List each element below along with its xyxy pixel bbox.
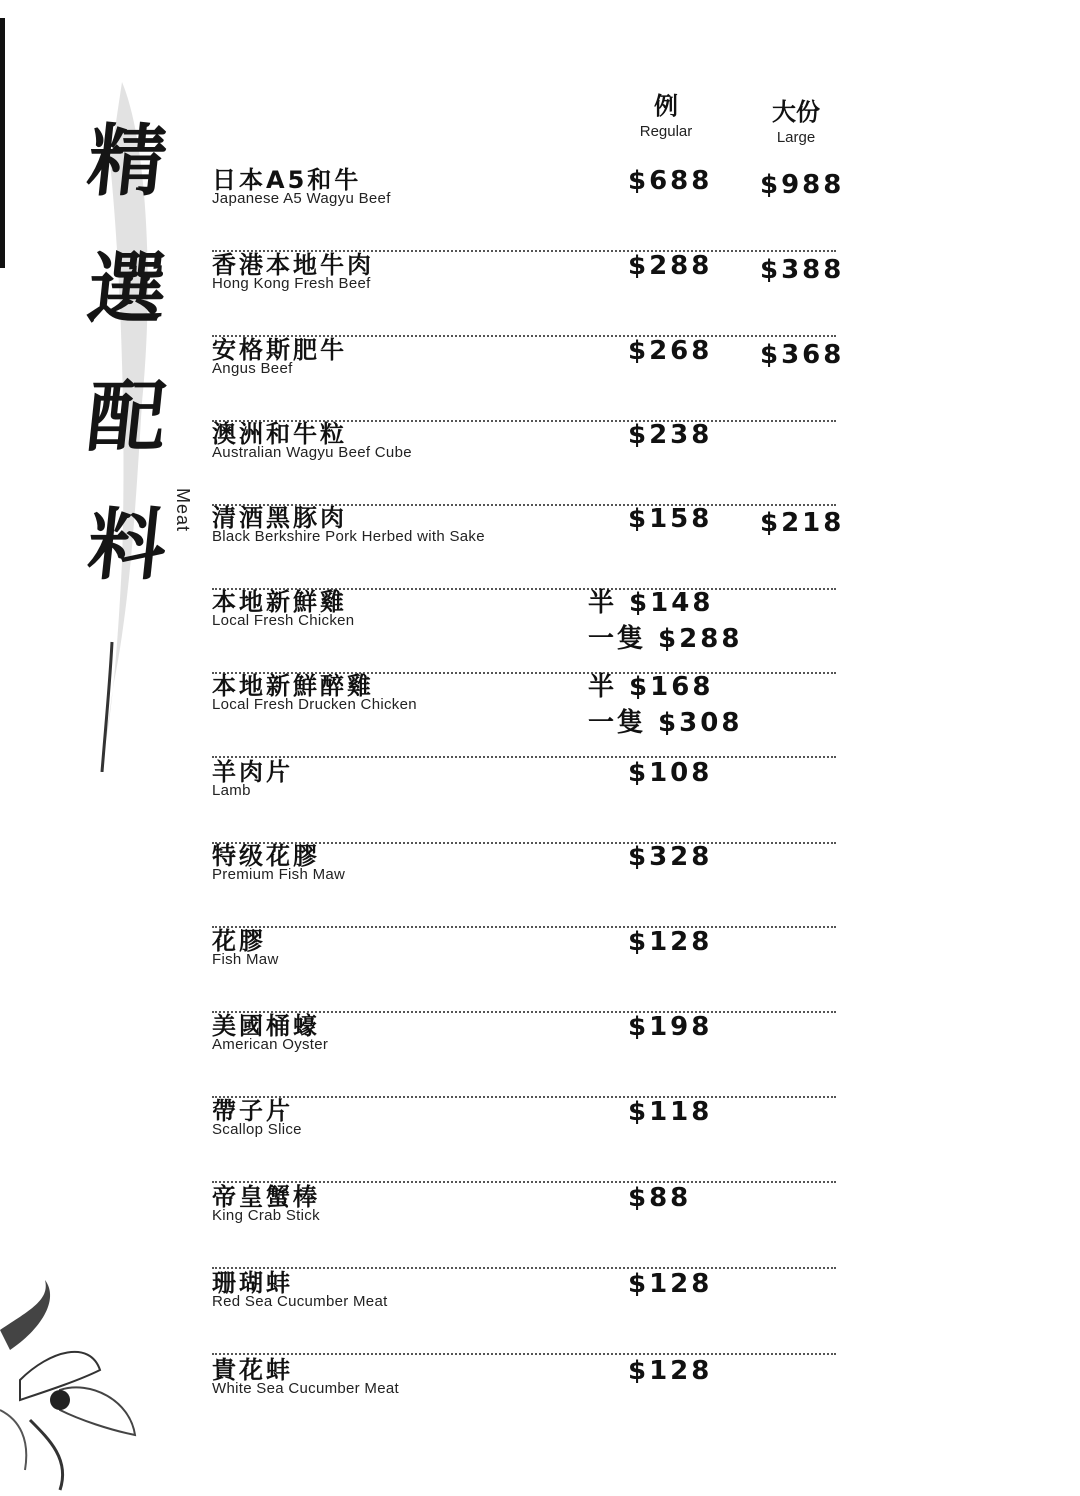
menu-item	[200, 160, 845, 246]
item-name-zh: 珊瑚蚌	[212, 1269, 293, 1297]
menu-item	[200, 330, 845, 416]
item-name-zh: 羊肉片	[212, 758, 293, 786]
price-large: $368	[760, 340, 845, 370]
item-name-en: Black Berkshire Pork Herbed with Sake	[212, 528, 485, 545]
price-whole: 一隻 $308	[588, 708, 743, 738]
menu-item	[200, 498, 845, 584]
menu-item	[200, 1350, 836, 1436]
item-name-zh: 特级花膠	[212, 842, 320, 870]
item-name-zh: 帝皇蟹棒	[212, 1183, 320, 1211]
menu-item	[200, 1177, 836, 1263]
flower-illustration	[0, 1270, 150, 1496]
item-name-en: Local Fresh Chicken	[212, 612, 355, 629]
item-name-zh: 安格斯肥牛	[212, 336, 347, 364]
item-name-zh: 清酒黑豚肉	[212, 504, 347, 532]
item-name-zh: 帶子片	[212, 1097, 293, 1125]
item-name-zh: 貴花蚌	[212, 1356, 293, 1384]
price-half: 半 $168	[588, 672, 714, 702]
menu-item	[200, 1263, 836, 1349]
column-header-large	[756, 92, 836, 146]
price-regular: $108	[628, 758, 713, 788]
item-name-en: Premium Fish Maw	[212, 866, 346, 883]
page-edge-line	[0, 18, 5, 268]
item-name-en: Fish Maw	[212, 951, 279, 968]
price-large: $988	[760, 170, 845, 200]
price-regular: $688	[628, 166, 713, 196]
price-regular: $288	[628, 251, 713, 281]
section-title-chinese	[82, 98, 172, 610]
column-header-regular-zh: 例	[654, 92, 678, 120]
item-name-en: Scallop Slice	[212, 1121, 302, 1138]
price-regular: $198	[628, 1012, 713, 1042]
item-name-zh: 日本A5和牛	[212, 166, 362, 194]
price-regular: $158	[628, 504, 713, 534]
item-name-en: Local Fresh Drucken Chicken	[212, 696, 417, 713]
price-regular: $88	[628, 1183, 692, 1213]
item-name-en: Japanese A5 Wagyu Beef	[212, 190, 391, 207]
item-name-zh: 本地新鮮醉雞	[212, 672, 374, 700]
menu-item	[200, 414, 836, 500]
price-regular: $128	[628, 1269, 713, 1299]
menu-item	[200, 1091, 836, 1177]
item-name-zh: 美國桶蠔	[212, 1012, 320, 1040]
price-regular: $118	[628, 1097, 713, 1127]
section-title-char: 料	[83, 500, 171, 591]
price-large: $388	[760, 255, 845, 285]
price-regular: $128	[628, 927, 713, 957]
menu-item	[200, 666, 836, 752]
item-name-en: Angus Beef	[212, 360, 293, 377]
menu-item	[200, 836, 836, 922]
item-name-en: Red Sea Cucumber Meat	[212, 1293, 388, 1310]
price-regular: $238	[628, 420, 713, 450]
price-half: 半 $148	[588, 588, 714, 618]
item-name-zh: 澳洲和牛粒	[212, 420, 347, 448]
item-name-en: King Crab Stick	[212, 1207, 320, 1224]
price-whole: 一隻 $288	[588, 624, 743, 654]
item-name-zh: 本地新鮮雞	[212, 588, 347, 616]
price-regular: $128	[628, 1356, 713, 1386]
item-name-en: White Sea Cucumber Meat	[212, 1380, 399, 1397]
column-header-large-en: Large	[776, 129, 816, 146]
menu-item	[200, 752, 836, 838]
column-header-regular	[626, 86, 706, 140]
section-title-char: 配	[83, 372, 171, 463]
item-name-zh: 花膠	[212, 927, 266, 955]
item-name-en: Australian Wagyu Beef Cube	[212, 444, 412, 461]
menu-item	[200, 245, 845, 331]
section-title-char: 選	[83, 244, 171, 335]
price-regular: $268	[628, 336, 713, 366]
price-regular: $328	[628, 842, 713, 872]
menu-item	[200, 1006, 836, 1092]
item-name-en: Hong Kong Fresh Beef	[212, 275, 371, 292]
section-title-english: Meat	[173, 488, 193, 533]
section-title-char: 精	[83, 116, 171, 207]
column-header-regular-en: Regular	[639, 123, 693, 140]
item-name-en: Lamb	[212, 782, 251, 799]
item-name-zh: 香港本地牛肉	[212, 251, 374, 279]
price-large: $218	[760, 508, 845, 538]
item-name-en: American Oyster	[212, 1036, 329, 1053]
menu-item	[200, 582, 836, 668]
menu-item	[200, 921, 836, 1007]
column-header-large-zh: 大份	[772, 98, 820, 126]
